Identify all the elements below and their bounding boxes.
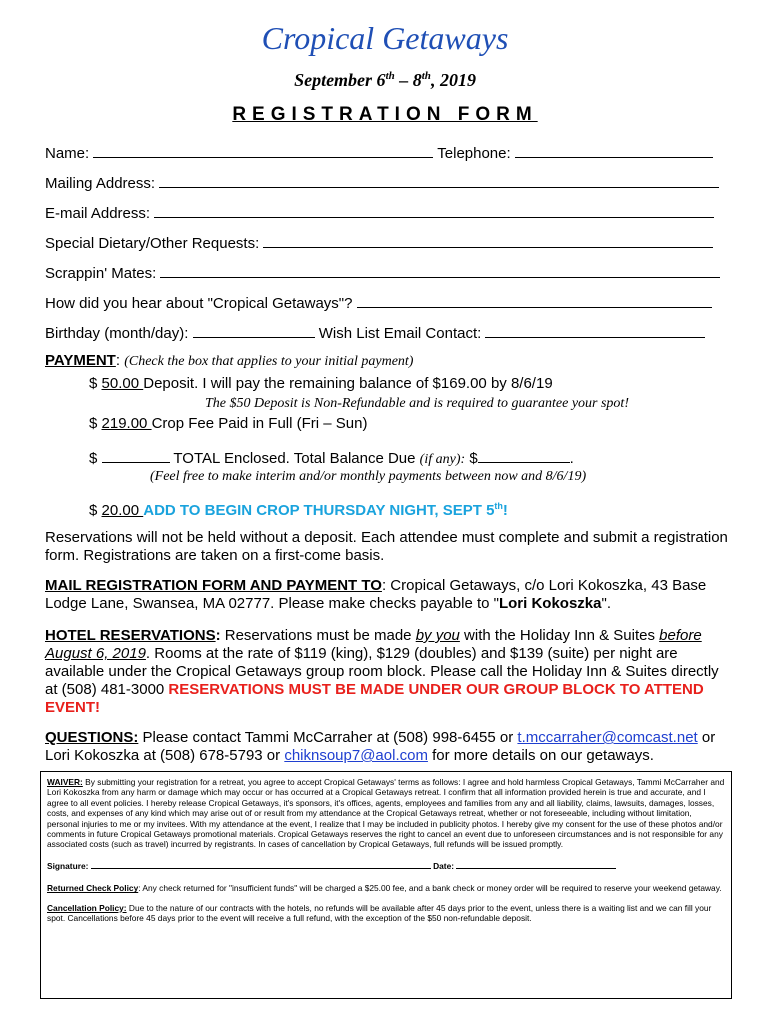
balance-due-field[interactable] — [478, 448, 570, 463]
mail-section: MAIL REGISTRATION FORM AND PAYMENT TO: Cropical Getaways, c/o Lori Kokoszka, 43 Base Lodge Lane, Swansea, MA 02777. Please make checks payable to "Lori Kokoszka". — [45, 577, 707, 612]
email-link-tammi[interactable]: t.mccarraher@comcast.net — [517, 729, 698, 746]
name-label: Name: — [45, 145, 90, 162]
total-line: $ TOTAL Enclosed. Total Balance Due (if any): $ . — [89, 450, 574, 467]
thursday-line: $ 20.00 ADD TO BEGIN CROP THURSDAY NIGHT, SEPT 5th! — [89, 501, 508, 519]
telephone-label: Telephone: — [437, 145, 511, 162]
birthday-label: Birthday (month/day): — [45, 325, 189, 342]
event-dates: September 6th – 8th, 2019 — [294, 70, 476, 90]
returned-check-policy: Returned Check Policy: Any check returned for "insufficient funds" will be charged a $25.00 fee, and a bank check or money order will be required to reserve your weekend getaway. — [47, 883, 722, 894]
payment-heading: PAYMENT: (Check the box that applies to your initial payment) — [45, 352, 414, 369]
questions-section: QUESTIONS: Please contact Tammi McCarraher at (508) 998-6455 or t.mccarraher@comcast.net or Lori Kokoszka at (508) 678-5793 or chiknsoup7@aol.com for more details on our getaways. — [45, 729, 716, 764]
hear-field[interactable] — [357, 293, 712, 308]
dietary-label: Special Dietary/Other Requests: — [45, 235, 260, 252]
reservations-text: Reservations will not be held without a deposit. Each attendee must complete and submit a registration form. Registrations are taken on a first-come basis. — [45, 529, 728, 564]
date-field[interactable] — [456, 859, 616, 869]
waiver-text: WAIVER: By submitting your registration for a retreat, you agree to accept Cropical Getaways' terms as follows: I agree and hold harmless Cropical Getaways, Tammi McCarraher and Lori Kokoszka from any harm or damage which may occur or has occurred at a Cropical Getaways retreat. I confirm that all information provided herein is true and accurate, and I agree to all event policies. I hereby release Cropical Getaways, it's sponsors, it's offices, agents, employees and families from any and all liability, claims, lawsuits, damages, losses, costs, and expenses of any kind which may arise out of or result from my attendance at the Cropical Getaways retreat, whether or not foreseeable, including without limitation, personal injuries to me or my invitees. With my attendance at the event, I realize that I may be included in publicity photos. I hereby give my consent for the use of these photos and/or comments in future Cropical Getaways promotional materials. Cropical Getaways reserves the right to cancel an event due to unforeseen circumstances and is not responsible for any associated costs (such as travel) incurred by registrants. In cases of cancellation by Cropical Getaways, full refunds will be issued promptly. — [47, 777, 725, 850]
email-row — [45, 203, 714, 222]
wishlist-field[interactable] — [485, 323, 705, 338]
full-payment-line: $ 219.00 Crop Fee Paid in Full (Fri – Sun) — [89, 415, 368, 432]
interim-note: (Feel free to make interim and/or monthly payments between now and 8/6/19) — [150, 469, 587, 484]
birthday-row — [45, 323, 705, 342]
dietary-row — [45, 233, 713, 252]
mates-label: Scrappin' Mates: — [45, 265, 157, 282]
signature-field[interactable] — [91, 859, 431, 869]
hear-row — [45, 293, 712, 312]
form-heading: REGISTRATION FORM — [232, 104, 538, 125]
signature-row: Signature: Date: — [47, 859, 725, 871]
page-title: Cropical Getaways — [261, 20, 509, 56]
waiver-box — [40, 771, 732, 999]
hear-label: How did you hear about "Cropical Getaways"? — [45, 295, 353, 312]
birthday-field[interactable] — [193, 323, 315, 338]
email-field[interactable] — [154, 203, 714, 218]
mailing-label: Mailing Address: — [45, 175, 156, 192]
dietary-field[interactable] — [263, 233, 713, 248]
deposit-amount: 50.00 — [101, 375, 144, 392]
telephone-field[interactable] — [515, 143, 713, 158]
wishlist-label: Wish List Email Contact: — [318, 325, 482, 342]
email-link-lori[interactable]: chiknsoup7@aol.com — [284, 747, 428, 764]
mates-row — [45, 263, 720, 282]
thursday-offer: ADD TO BEGIN CROP THURSDAY NIGHT, SEPT 5th! — [143, 501, 508, 519]
deposit-line: $ 50.00 Deposit. I will pay the remaining balance of $169.00 by 8/6/19 — [89, 375, 553, 392]
mailing-field[interactable] — [159, 173, 719, 188]
name-row — [45, 143, 713, 162]
hotel-section: HOTEL RESERVATIONS: Reservations must be made by you with the Holiday Inn & Suites before August 6, 2019. Rooms at the rate of $119 (king), $129 (doubles) and $139 (suite) per night are available under the Cropical Getaways group room block. Please call the Holiday Inn & Suites directly at (508) 481-3000 RESERVATIONS MUST BE MADE UNDER OUR GROUP BLOCK TO ATTEND EVENT! — [45, 627, 719, 716]
deposit-note: The $50 Deposit is Non-Refundable and is required to guarantee your spot! — [205, 396, 629, 411]
hotel-warning: RESERVATIONS MUST BE MADE UNDER OUR GROUP BLOCK TO ATTEND EVENT! — [45, 681, 704, 716]
mailing-row — [45, 173, 719, 192]
cancellation-policy: Cancellation Policy: Due to the nature of our contracts with the hotels, no refunds will be available after 45 days prior to the event, unless there is a waiting list and we can fill your spot. Cancellations before 45 days prior to the event will receive a full refund, with the exception of the $50 non-refundable deposit. — [47, 902, 712, 924]
email-label: E-mail Address: — [45, 205, 151, 222]
name-field[interactable] — [93, 143, 433, 158]
total-enclosed-field[interactable] — [102, 448, 170, 463]
mates-field[interactable] — [160, 263, 720, 278]
thursday-amount: 20.00 — [101, 502, 144, 519]
full-amount: 219.00 — [101, 415, 152, 432]
